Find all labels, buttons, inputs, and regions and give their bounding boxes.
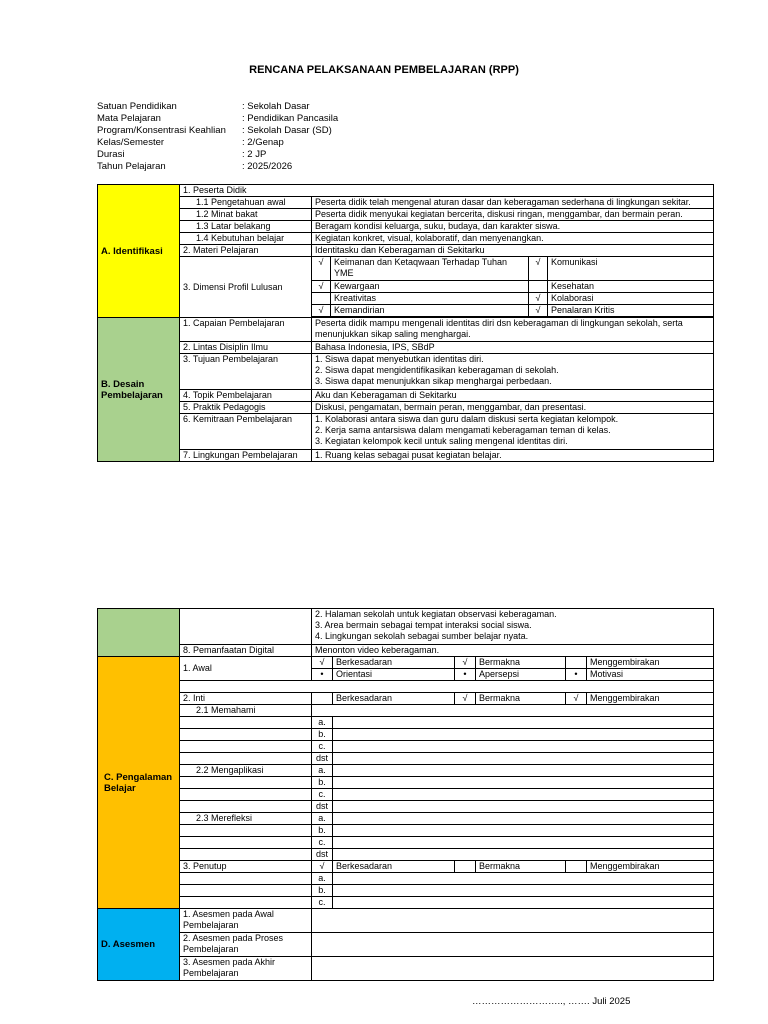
- activity-item: Orientasi: [333, 669, 455, 681]
- row-label: 1.2 Minat bakat: [180, 209, 312, 221]
- list-item: 2. Kerja sama antarsiswa dalam mengamati keberagaman teman di kelas.: [315, 425, 611, 435]
- asesmen-item: 3. Asesmen pada Akhir Pembelajaran: [180, 957, 312, 981]
- row-value: Peserta didik telah mengenal aturan dasar dan keberagaman sederhana di lingkungan sekitar.: [312, 197, 714, 209]
- meta-row: Tahun Pelajaran : 2025/2026: [97, 161, 293, 172]
- row-value: Diskusi, pengamatan, bermain peran, menggambar, dan presentasi.: [312, 402, 714, 414]
- identity-block: [97, 101, 338, 173]
- check-mark: √: [455, 657, 476, 669]
- penutup-label: 3. Penutup: [180, 861, 312, 873]
- dimension-item: Keimanan dan Ketaqwaan Terhadap Tuhan YME: [331, 257, 529, 281]
- check-mark: √: [312, 281, 331, 293]
- rpp-table-part2: 2. Halaman sekolah untuk kegiatan observasi keberagaman. 3. Area bermain sebagai tempat interaksi social siswa. 4. Lingkungan sekolah sebagai sumber belajar nyata. 8. Pemanfaatan Digital Menonton video keberagaman. C. Pengalaman Belajar 1. Awal √ Berkesadaran √ Bermakna Menggembirakan • Orientasi • Apersepsi • Motivasi 2. Inti Berkesadaran √ Bermakna √ Menggembirakan 2.1 Memahami a. b. c. dst 2.2 Mengaplikasi a. b. c. dst 2.3 Merefleksi a. b. c. dst 3. Penutup √ Berkesadaran Bermakna Menggembirakan a. b. c. D. Asesmen 1. Asesmen pada Awal Pembelajaran 2. Asesmen pada Proses Pembelajaran 3. Asesmen pada Akhir Pembelajaran: [97, 608, 714, 981]
- list-item: 4. Lingkungan sekolah sebagai sumber belajar nyata.: [315, 631, 529, 641]
- activity-item: Motivasi: [587, 669, 714, 681]
- row-value: 1. Ruang kelas sebagai pusat kegiatan belajar.: [312, 450, 714, 462]
- bullet: •: [566, 669, 587, 681]
- inti-label: 2. Inti: [180, 693, 312, 705]
- row-label: 7. Lingkungan Pembelajaran: [180, 450, 312, 462]
- principle-item: Berkesadaran: [333, 693, 455, 705]
- row-value: [312, 609, 714, 645]
- document-title: RENCANA PELAKSANAAN PEMBELAJARAN (RPP): [249, 64, 519, 76]
- section-b-continued: [98, 609, 180, 657]
- check-mark: √: [566, 693, 587, 705]
- row-label: 5. Praktik Pedagogis: [180, 402, 312, 414]
- row-value: [312, 354, 714, 390]
- meta-row: Kelas/Semester : 2/Genap: [97, 137, 284, 148]
- section-d-label: D. Asesmen: [98, 909, 180, 981]
- asesmen-item: 1. Asesmen pada Awal Pembelajaran: [180, 909, 312, 933]
- row-value: Menonton video keberagaman.: [312, 645, 714, 657]
- principle-item: Berkesadaran: [333, 657, 455, 669]
- check-mark: √: [455, 693, 476, 705]
- section-c-label: C. Pengalaman Belajar: [98, 657, 180, 909]
- meta-row: Program/Konsentrasi Keahlian : Sekolah Dasar (SD): [97, 125, 332, 136]
- list-item: 3. Area bermain sebagai tempat interaksi social siswa.: [315, 620, 532, 630]
- row-label: 8. Pemanfaatan Digital: [180, 645, 312, 657]
- principle-item: Menggembirakan: [587, 861, 714, 873]
- check-mark: √: [529, 305, 548, 317]
- principle-item: Bermakna: [476, 657, 566, 669]
- dimension-item: Kemandirian: [331, 305, 529, 317]
- check-mark: √: [529, 293, 548, 305]
- check-mark: √: [312, 861, 333, 873]
- list-item: 2. Siswa dapat mengidentifikasikan keberagaman di sekolah.: [315, 365, 559, 375]
- section-b-label: B. Desain Pembelajaran: [98, 318, 180, 462]
- check-mark: √: [312, 657, 333, 669]
- row-value: Peserta didik mampu mengenali identitas diri dsn keberagaman di lingkungan sekolah, serta menunjukkan sikap saling menghargai.: [312, 318, 714, 342]
- dimension-item: Kolaborasi: [548, 293, 714, 305]
- activity-item: Apersepsi: [476, 669, 566, 681]
- check-mark: √: [529, 257, 548, 281]
- principle-item: Menggembirakan: [587, 657, 714, 669]
- meta-row: Satuan Pendidikan : Sekolah Dasar: [97, 101, 310, 112]
- meta-row: Mata Pelajaran : Pendidikan Pancasila: [97, 113, 339, 124]
- list-item: 1. Kolaborasi antara siswa dan guru dalam diskusi serta kegiatan kelompok.: [315, 414, 619, 424]
- asesmen-item: 2. Asesmen pada Proses Pembelajaran: [180, 933, 312, 957]
- row-value: Peserta didik menyukai kegiatan bercerita, diskusi ringan, menggambar, dan bermain peran.: [312, 209, 714, 221]
- row-value: Kegiatan konkret, visual, kolaboratif, dan menyenangkan.: [312, 233, 714, 245]
- row-value: Beragam kondisi keluarga, suku, budaya, dan karakter siswa.: [312, 221, 714, 233]
- bullet: •: [455, 669, 476, 681]
- dimension-item: Komunikasi: [548, 257, 714, 281]
- bullet: •: [312, 669, 333, 681]
- row-label: 1.4 Kebutuhan belajar: [180, 233, 312, 245]
- principle-item: Berkesadaran: [333, 861, 455, 873]
- row-value: Bahasa Indonesia, IPS, SBdP: [312, 342, 714, 354]
- section-a-label: A. Identifikasi: [98, 185, 180, 318]
- memahami-label: 2.1 Memahami: [180, 705, 312, 717]
- mengaplikasi-label: 2.2 Mengaplikasi: [180, 765, 312, 777]
- row-value: Identitasku dan Keberagaman di Sekitarku: [312, 245, 714, 257]
- row-value: Aku dan Keberagaman di Sekitarku: [312, 390, 714, 402]
- merefleksi-label: 2.3 Merefleksi: [180, 813, 312, 825]
- principle-item: Bermakna: [476, 861, 566, 873]
- row-label: 1.1 Pengetahuan awal: [180, 197, 312, 209]
- dimensi-profil-label: 3. Dimensi Profil Lulusan: [180, 257, 312, 318]
- row-value: [312, 414, 714, 450]
- meta-row: Durasi : 2 JP: [97, 149, 267, 160]
- list-item: 1. Siswa dapat menyebutkan identitas diri.: [315, 354, 484, 364]
- list-item: 3. Kegiatan kelompok kecil untuk saling mengenal identitas diri.: [315, 436, 568, 446]
- row-label: 2. Materi Pelajaran: [180, 245, 312, 257]
- check-mark: √: [312, 305, 331, 317]
- list-item: 2. Halaman sekolah untuk kegiatan observasi keberagaman.: [315, 609, 557, 619]
- row-label: 1.3 Latar belakang: [180, 221, 312, 233]
- principle-item: Menggembirakan: [587, 693, 714, 705]
- row-label: 1. Capaian Pembelajaran: [180, 318, 312, 342]
- awal-label: 1. Awal: [180, 657, 312, 681]
- dimension-item: Penalaran Kritis: [548, 305, 714, 317]
- rpp-table-part1: [97, 184, 714, 462]
- row-label: 2. Lintas Disiplin Ilmu: [180, 342, 312, 354]
- dimension-item: Kreativitas: [331, 293, 529, 305]
- dimension-item: Kewargaan: [331, 281, 529, 293]
- check-mark: √: [312, 257, 331, 281]
- dimension-item: Kesehatan: [548, 281, 714, 293]
- list-item: 3. Siswa dapat menunjukkan sikap menghargai perbedaan.: [315, 376, 552, 386]
- row-label: 6. Kemitraan Pembelajaran: [180, 414, 312, 450]
- row-label: 3. Tujuan Pembelajaran: [180, 354, 312, 390]
- principle-item: Bermakna: [476, 693, 566, 705]
- signature-date: ……………………….., ……. Juli 2025: [472, 996, 631, 1007]
- peserta-didik-heading: 1. Peserta Didik: [180, 185, 714, 197]
- row-label: 4. Topik Pembelajaran: [180, 390, 312, 402]
